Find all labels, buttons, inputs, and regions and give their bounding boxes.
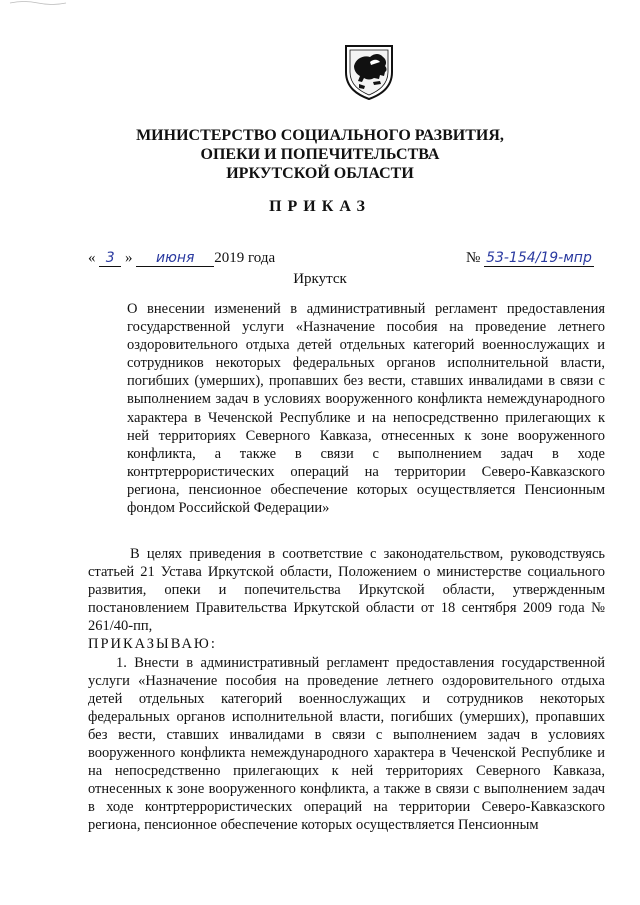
order-body [88, 545, 605, 835]
ministry-line-2: ОПЕКИ И ПОПЕЧИТЕЛЬСТВА [200, 146, 440, 163]
date-year: 2019 года [214, 250, 276, 266]
ministry-line-3: ИРКУТСКОЙ ОБЛАСТИ [226, 165, 414, 182]
subject-text: О внесении изменений в административный регламент предоставления государственной услуги «Назначение пособия на проведение летнего оздоровительного отдыха детей отдельных категорий военнослужащих и сотрудников некоторых федеральных органов исполнительной власти, погибших (умерших), пропавших без вести, ставших инвалидами в связи с выполнением задач в условиях вооруженного конфликта немеждународного характера в Чеченской Республике и на непосредственно прилегающих к ней территориях Северного Кавказа, отнесенных к зоне вооруженного конфликта, а также в связи с выполнением задач в ходе контртеррористических операций на территории Северо-Кавказского региона, пенсионное обеспечение которых осуществляется Пенсионным фондом Российской Федерации» [127, 301, 605, 517]
order-item-1: 1. Внести в административный регламент предоставления государственной услуги «Назначение пособия на проведение летнего оздоровительного отдыха детей отдельных категорий военнослужащих и сотрудников некоторых федеральных органов исполнительной власти, погибших (умерших), пропавших без вести, ставших инвалидами в связи с выполнением задач в условиях вооруженного конфликта немеждународного характера в Чеченской Республике и на непосредственно прилегающих к ней территориях Северного Кавказа, отнесенных к зоне вооруженного конфликта, а также в связи с выполнением задач в ходе контртеррористических операций на территории Северо-Кавказского региона, пенсионное обеспечение которых осуществляется Пенсионным [88, 654, 605, 834]
irkutsk-coat-of-arms-icon [340, 42, 398, 100]
document-type: ПРИКАЗ [269, 198, 371, 215]
scan-mark [4, 0, 84, 6]
preamble-paragraph: В целях приведения в соответствие с законодательством, руководствуясь статьей 21 Устава Иркутской области, Положением о министерстве социального развития, опеки и попечительства Иркутской области, утвержденным постановлением Правительства Иркутской области от 18 сентября 2009 года № 261/40-пп, [88, 546, 605, 635]
date-month: июня [136, 250, 214, 267]
number-value: 53-154/19-мпр [486, 250, 592, 266]
order-date [88, 250, 275, 267]
date-day: 3 [99, 250, 121, 267]
order-subject [127, 300, 605, 517]
date-quote-open: « [88, 250, 96, 266]
order-number [466, 250, 594, 267]
order-word: ПРИКАЗЫВАЮ: [88, 636, 217, 653]
number-sign: № [466, 250, 481, 266]
ministry-title [0, 126, 640, 183]
city: Иркутск [293, 271, 347, 287]
date-quote-close: » [125, 250, 133, 266]
ministry-line-1: МИНИСТЕРСТВО СОЦИАЛЬНОГО РАЗВИТИЯ, [136, 127, 504, 144]
